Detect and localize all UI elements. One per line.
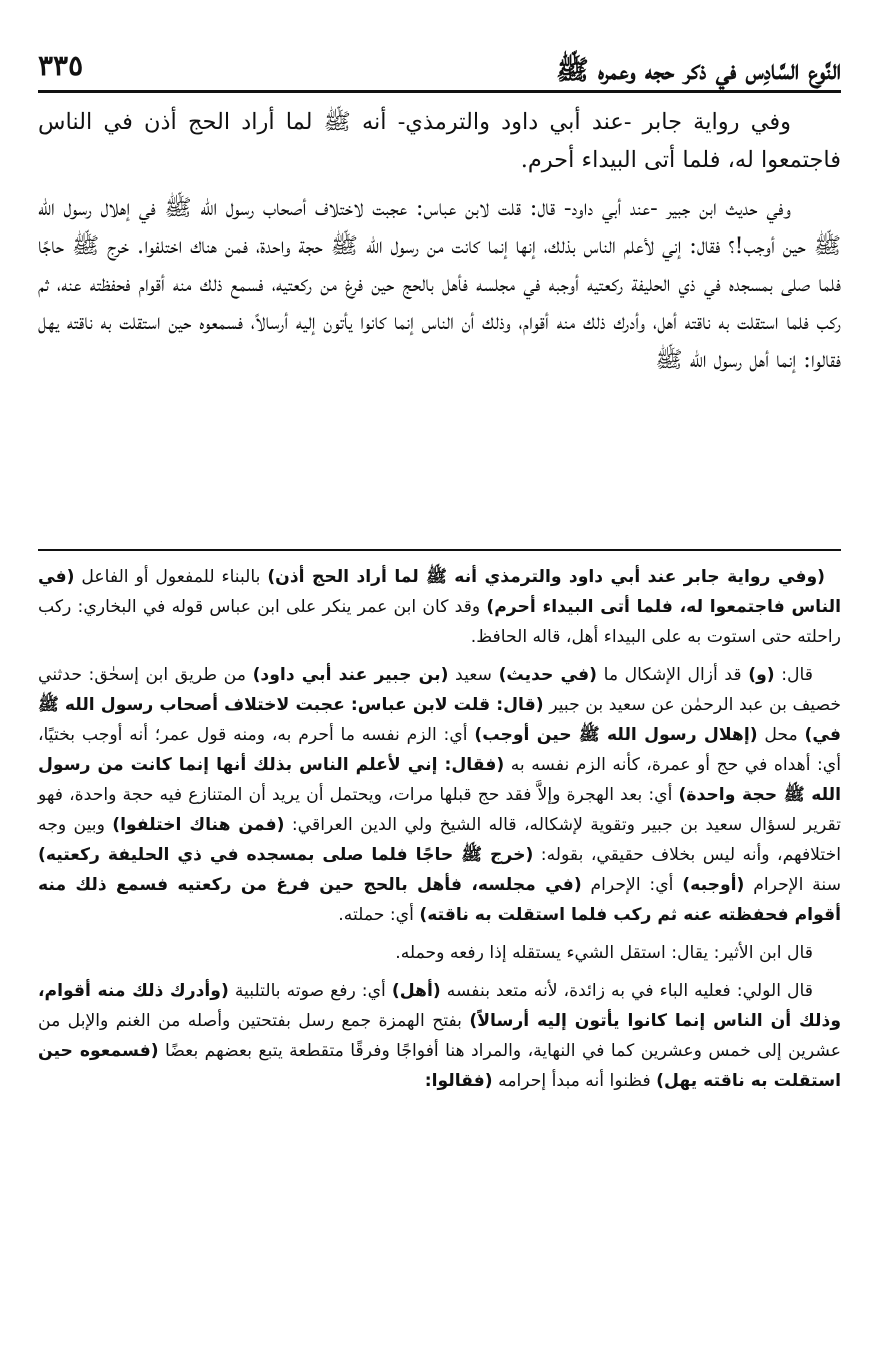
commentary-text: قال: <box>774 665 813 685</box>
page-number: ٣٣٥ <box>38 49 84 82</box>
commentary-text: فظنوا أنه مبدأ إحرامه <box>492 1071 657 1091</box>
quoted-matn: (وفي رواية جابر عند أبي داود والترمذي أنه ﷺ لما أراد الحج أذن) <box>267 567 826 587</box>
quoted-matn: (قال: قلت لابن عباس: عجبت لاختلاف أصحاب رسول الله ﷺ في) <box>38 695 841 745</box>
main-paragraph-1: وفي رواية جابر -عند أبي داود والترمذي- أنه ﷺ لما أراد الحج أذن في الناس فاجتمعوا له، فلما أتى البيداء أحرم. <box>38 109 841 173</box>
main-paragraph-2: وفي حديث ابن جبير -عند أبي داود- قال: قلت لابن عباس: عجبت لاختلاف أصحاب رسول الله ﷺ في إهلال رسول الله ﷺ حين أوجب!؟ فقال: إني لأعلم الناس بذلك، إنها إنما كانت من رسول الله ﷺ حجة واحدة، فمن هناك اختلفوا. خرج ﷺ حاجًا فلما صلى بمسجده في ذي الحليفة ركعتيه أوجبه في مجلسه فأهل بالحج حين فرغ من ركعتيه، فسمع ذلك منه أقوام فحفظته عنه، ثم ركب فلما استقلت به ناقته أهل، وأدرك ذلك منه أقوام، وذلك أن الناس إنما كانوا يأتون إليه أرسالاً، فسمعوه حين استقلت به ناقته يهل فقالوا: إنما أهل رسول الله ﷺ <box>38 195 841 373</box>
commentary-text: أي: حملته. <box>338 905 420 925</box>
commentary-text: وبين وجه اختلافهم، وأنه ليس بخلاف حقيقي، بقوله: <box>38 815 842 865</box>
quoted-matn: (وأدرك ذلك منه أقوام، وذلك أن الناس إنما كانوا يأتون إليه أرسالاً) <box>38 981 842 1031</box>
quoted-matn: (أهل) <box>391 981 441 1001</box>
commentary-text: بالبناء للمفعول أو الفاعل <box>74 567 268 587</box>
main-text <box>38 103 841 389</box>
commentary-text: من طريق ابن إسحٰق: حدثني خصيف بن عبد الرحمٰن عن سعيد بن جبير <box>38 665 841 715</box>
quoted-matn: (بن جبير عند أبي داود) <box>252 665 449 685</box>
commentary-text: وقد كان ابن عمر ينكر على ابن عباس قوله في البخاري: ركب راحلته حتى استوت به على البيداء أهل، قاله الحافظ. <box>38 597 841 647</box>
commentary <box>38 562 841 1104</box>
quoted-matn: (خرج ﷺ حاجًا فلما صلى بمسجده في ذي الحليفة ركعتيه) <box>38 845 534 865</box>
quoted-matn: (في الناس فاجتمعوا له، فلما أتى البيداء أحرم) <box>38 567 841 617</box>
commentary-paragraph-1 <box>38 562 841 652</box>
quoted-matn: (في مجلسه، فأهل بالحج حين فرغ من ركعتيه فسمع ذلك منه أقوام فحفظته عنه ثم ركب فلما استقلت به ناقته) <box>38 875 841 925</box>
quoted-matn: (إهلال رسول الله ﷺ حين أوجب) <box>474 725 758 745</box>
footnote-divider <box>38 549 841 551</box>
commentary-text: بفتح الهمزة جمع رسل بفتحتين وأصله من الغنم والإبل من عشرين إلى خمس وعشرين كما في النهاية، والمراد هنا أفواجًا وفرقًا متقطعة يتبع بعضهم بعضًا <box>38 1011 841 1061</box>
commentary-text: سعيد <box>448 665 499 685</box>
commentary-text: محل <box>757 725 805 745</box>
commentary-text: أي: بعد الهجرة وإلاَّ فقد حج قبلها مرات، ويحتمل أن يريد أن المتنازع فيه حجة واحدة، فهو تقرير لسؤال سعيد بن جبير وتقوية لإشكاله، قاله الشيخ ولي الدين العراقي: <box>38 785 841 835</box>
commentary-text: أي: رفع صوته بالتلبية <box>228 981 392 1001</box>
commentary-text: أي: الزم نفسه ما أحرم به، ومنه قول عمر؛ أنه أوجب بختيًا، أي: أهداه في حج أو عمرة، كأنه الزم نفسه به <box>38 725 842 775</box>
commentary-paragraph-3: قال ابن الأثير: يقال: استقل الشيء يستقله إذا رفعه وحمله. <box>395 943 813 963</box>
running-header <box>38 30 841 93</box>
quoted-matn: (أوجبه) <box>682 875 745 895</box>
quoted-matn: (فسمعوه حين استقلت به ناقته يهل) <box>38 1041 841 1091</box>
commentary-text: قد أزال الإشكال ما <box>597 665 749 685</box>
commentary-text: سنة الإحرام <box>744 875 841 895</box>
chapter-title: النَّوع السَّادِس في ذكر حجه وعمره ﷺ <box>556 55 841 86</box>
quoted-matn: (فمن هناك اختلفوا) <box>112 815 285 835</box>
commentary-text: قال الولي: فعليه الباء في به زائدة، لأنه متعد بنفسه <box>440 981 813 1001</box>
commentary-paragraph-4 <box>38 976 841 1096</box>
commentary-paragraph-2 <box>38 660 841 930</box>
commentary-text: أي: الإحرام <box>581 875 683 895</box>
quoted-matn: (في حديث) <box>498 665 598 685</box>
quoted-matn: (فقالوا: <box>424 1071 493 1091</box>
quoted-matn: (و) <box>748 665 775 685</box>
quoted-matn: (فقال: إني لأعلم الناس بذلك أنها إنما كانت من رسول الله ﷺ حجة واحدة) <box>38 755 841 805</box>
